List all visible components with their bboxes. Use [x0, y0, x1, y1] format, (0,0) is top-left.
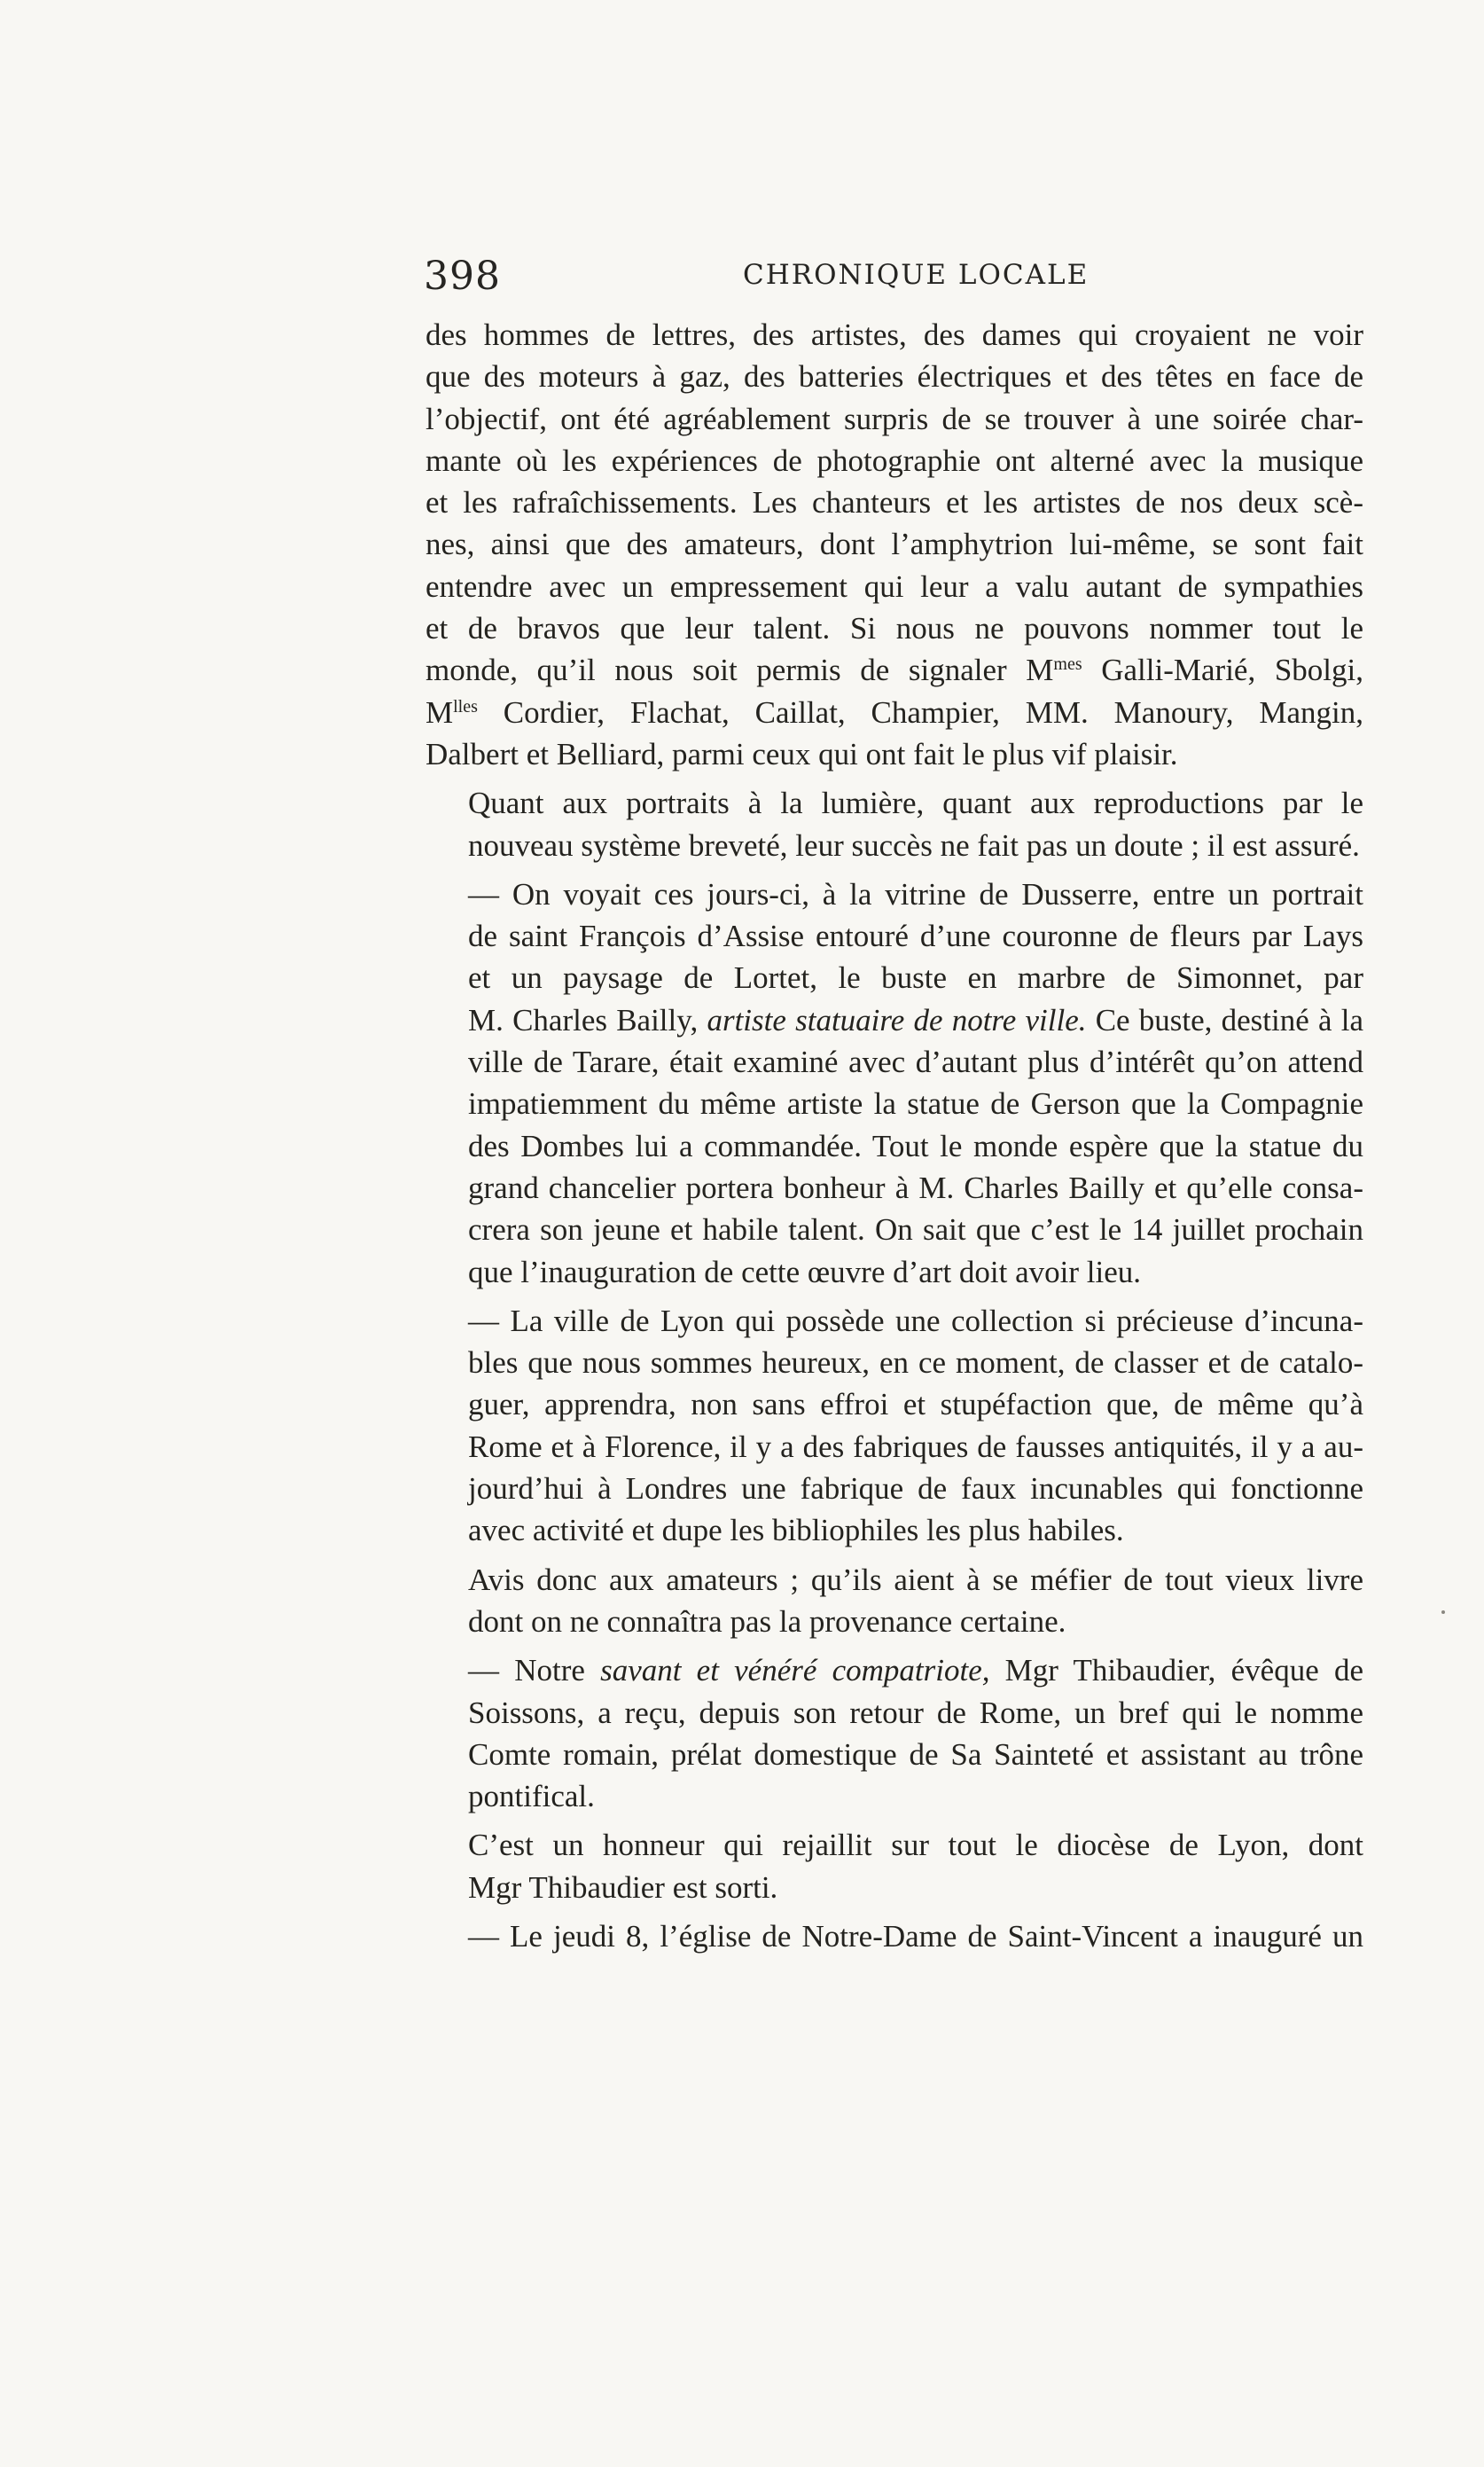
text-line: ville de Tarare, était examiné avec d’autant plus d’intérêt qu’on attend — [468, 1045, 1363, 1080]
text-line: C’est un honneur qui rejaillit sur tout le diocèse de Lyon, dont — [468, 1828, 1363, 1863]
paragraph-thibaudier — [426, 1649, 1363, 1817]
text-segment: Mgr Thibaudier, évêque de — [989, 1653, 1363, 1688]
text-line: bles que nous sommes heureux, en ce moment, de classer et de catalo- — [468, 1345, 1363, 1381]
text-line: l’objectif, ont été agréablement surpris de se trouver à une soirée char- — [426, 401, 1363, 436]
text-segment: — Notre — [468, 1653, 601, 1688]
paragraph-incunables — [426, 1300, 1363, 1552]
text-line: impatiemment du même artiste la statue de Gerson que la Compagnie — [468, 1086, 1363, 1122]
text-line: que des moteurs à gaz, des batteries électriques et des têtes en face de — [426, 359, 1363, 395]
text-line: Dalbert et Belliard, parmi ceux qui ont fait le plus vif plaisir. — [426, 736, 1178, 771]
text-line: Comte romain, prélat domestique de Sa Sainteté et assistant au trône — [468, 1736, 1363, 1772]
text-segment: M — [426, 694, 454, 730]
text-segment: Galli-Marié, Sbolgi, — [1082, 653, 1363, 688]
paragraph-honneur — [426, 1824, 1363, 1908]
text-line: Mgr Thibaudier est sorti. — [468, 1869, 778, 1905]
superscript: lles — [453, 696, 478, 717]
paragraph-dusserre — [426, 873, 1363, 1293]
text-line: jourd’hui à Londres une fabrique de faux incunables qui fonctionne — [468, 1471, 1363, 1507]
superscript: mes — [1053, 654, 1082, 675]
text-line — [426, 1649, 1363, 1691]
text-line: — Le jeudi 8, l’église de Notre-Dame de Saint-Vincent a inauguré un — [468, 1918, 1363, 1954]
text-line: nes, ainsi que des amateurs, dont l’amphytrion lui-même, se sont fait — [426, 527, 1363, 562]
text-line: — La ville de Lyon qui possède une collection si précieuse d’incuna- — [468, 1303, 1363, 1338]
text-line: et un paysage de Lortet, le buste en marbre de Simonnet, par — [468, 960, 1363, 996]
italic-segment: savant et vénéré compatriote, — [600, 1653, 990, 1688]
text-line: Soissons, a reçu, depuis son retour de Rome, un bref qui le nomme — [468, 1695, 1363, 1730]
text-line: Rome et à Florence, il y a des fabriques de fausses antiquités, il y a au- — [468, 1429, 1363, 1464]
text-line: grand chancelier portera bonheur à M. Charles Bailly et qu’elle consa- — [468, 1170, 1363, 1205]
text-line: et de bravos que leur talent. Si nous ne pouvons nommer tout le — [426, 611, 1363, 646]
text-segment: Cordier, Flachat, Caillat, Champier, MM. Manoury, Mangin, — [477, 694, 1363, 730]
text-line: guer, apprendra, non sans effroi et stupéfaction que, de même qu’à — [468, 1387, 1363, 1422]
text-line: Quant aux portraits à la lumière, quant aux reproductions par le — [468, 786, 1363, 821]
print-speck — [1441, 1610, 1445, 1614]
text-segment: Ce buste, destiné à la — [1086, 1002, 1363, 1038]
paragraph-portraits — [426, 782, 1363, 866]
text-line — [426, 649, 1363, 691]
paragraph-soiree — [426, 314, 1363, 775]
page-number: 398 — [424, 254, 501, 299]
text-line: pontifical. — [468, 1779, 595, 1814]
text-line: de saint François d’Assise entouré d’une couronne de fleurs par Lays — [468, 919, 1363, 954]
body-text — [426, 314, 1363, 1964]
text-line: des hommes de lettres, des artistes, des dames qui croyaient ne voir — [426, 317, 1363, 352]
text-line: — On voyait ces jours-ci, à la vitrine de Dusserre, entre un portrait — [468, 876, 1363, 912]
paragraph-avis — [426, 1559, 1363, 1643]
page-header — [424, 254, 1363, 303]
italic-segment: artiste statuaire de notre ville. — [707, 1002, 1087, 1038]
text-line: nouveau système breveté, leur succès ne fait pas un doute ; il est assuré. — [468, 827, 1360, 863]
text-line: et les rafraîchissements. Les chanteurs et les artistes de nos deux scè- — [426, 485, 1363, 521]
text-line: Avis donc aux amateurs ; qu’ils aient à se méfier de tout vieux livre — [468, 1562, 1363, 1597]
text-segment: monde, qu’il nous soit permis de signaler M — [426, 653, 1054, 688]
text-line: mante où les expériences de photographie ont alterné avec la musique — [426, 442, 1363, 478]
text-line — [426, 999, 1363, 1041]
text-line: des Dombes lui a commandée. Tout le monde espère que la statue du — [468, 1128, 1363, 1163]
text-line: avec activité et dupe les bibliophiles les plus habiles. — [468, 1513, 1124, 1548]
text-line: entendre avec un empressement qui leur a valu autant de sympathies — [426, 568, 1363, 604]
text-line: que l’inauguration de cette œuvre d’art doit avoir lieu. — [468, 1254, 1142, 1289]
text-line — [426, 692, 1363, 733]
text-line: dont on ne connaîtra pas la provenance certaine. — [468, 1603, 1066, 1639]
text-line: crera son jeune et habile talent. On sait que c’est le 14 juillet prochain — [468, 1212, 1363, 1248]
text-segment: M. Charles Bailly, — [468, 1002, 707, 1038]
paragraph-eglise — [426, 1915, 1363, 1957]
running-title: CHRONIQUE LOCALE — [743, 259, 1090, 291]
